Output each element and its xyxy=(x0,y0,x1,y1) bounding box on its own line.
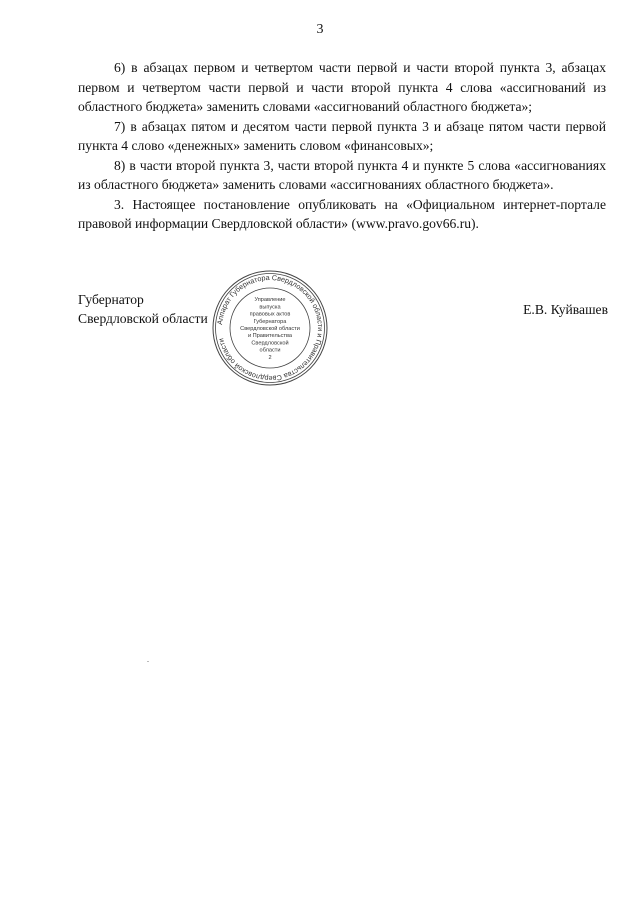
signatory-title xyxy=(78,290,208,328)
signatory-name: Е.В. Куйвашев xyxy=(523,302,608,317)
seal-center-text xyxy=(240,297,300,361)
seal-center-line: и Правительства xyxy=(248,333,292,340)
scan-speck xyxy=(147,661,149,662)
seal-center-line: правовых актов xyxy=(249,311,291,318)
seal-ring-text: Аппарат Губернатора Свердловской области и Правительства Свердловской области xyxy=(215,272,326,384)
official-seal-stamp xyxy=(210,268,330,388)
seal-center-line: выпуска xyxy=(259,304,281,311)
signatory-title-line2: Свердловской области xyxy=(78,311,208,326)
page-number: 3 xyxy=(316,22,324,37)
seal-center-line: области xyxy=(259,347,281,354)
seal-center-line: 2 xyxy=(268,354,272,361)
seal-center-line: Свердловской xyxy=(251,340,289,347)
paragraph-publish: 3. Настоящее постановление опубликовать на «Официальном интернет-портале правовой информации Свердловской области» (www.pravo.gov66.ru). xyxy=(78,196,606,231)
document-body xyxy=(78,58,606,234)
seal-center-line: Свердловской области xyxy=(240,326,300,332)
paragraph-7: 7) в абзацах пятом и десятом части первой пункта 3 и абзаце пятом части первой пункта 4 слово «денежных» заменить словом «финансовых»; xyxy=(78,118,606,153)
signatory-title-line1: Губернатор xyxy=(78,292,144,307)
paragraph-8: 8) в части второй пункта 3, части второй пункта 4 и пункте 5 слова «ассигнованиях из областного бюджета» заменить словами «ассигнованиях областного бюджета». xyxy=(78,157,606,192)
seal-center-line: Губернатора xyxy=(253,318,287,325)
paragraph-6: 6) в абзацах первом и четвертом части первой и части второй пункта 3, абзацах первом и четвертом части первой и части второй пункта 4 слова «ассигнований из областного бюджета» заменить словами «ассигнований областного бюджета»; xyxy=(78,60,606,114)
seal-center-line: Управление xyxy=(254,297,286,304)
